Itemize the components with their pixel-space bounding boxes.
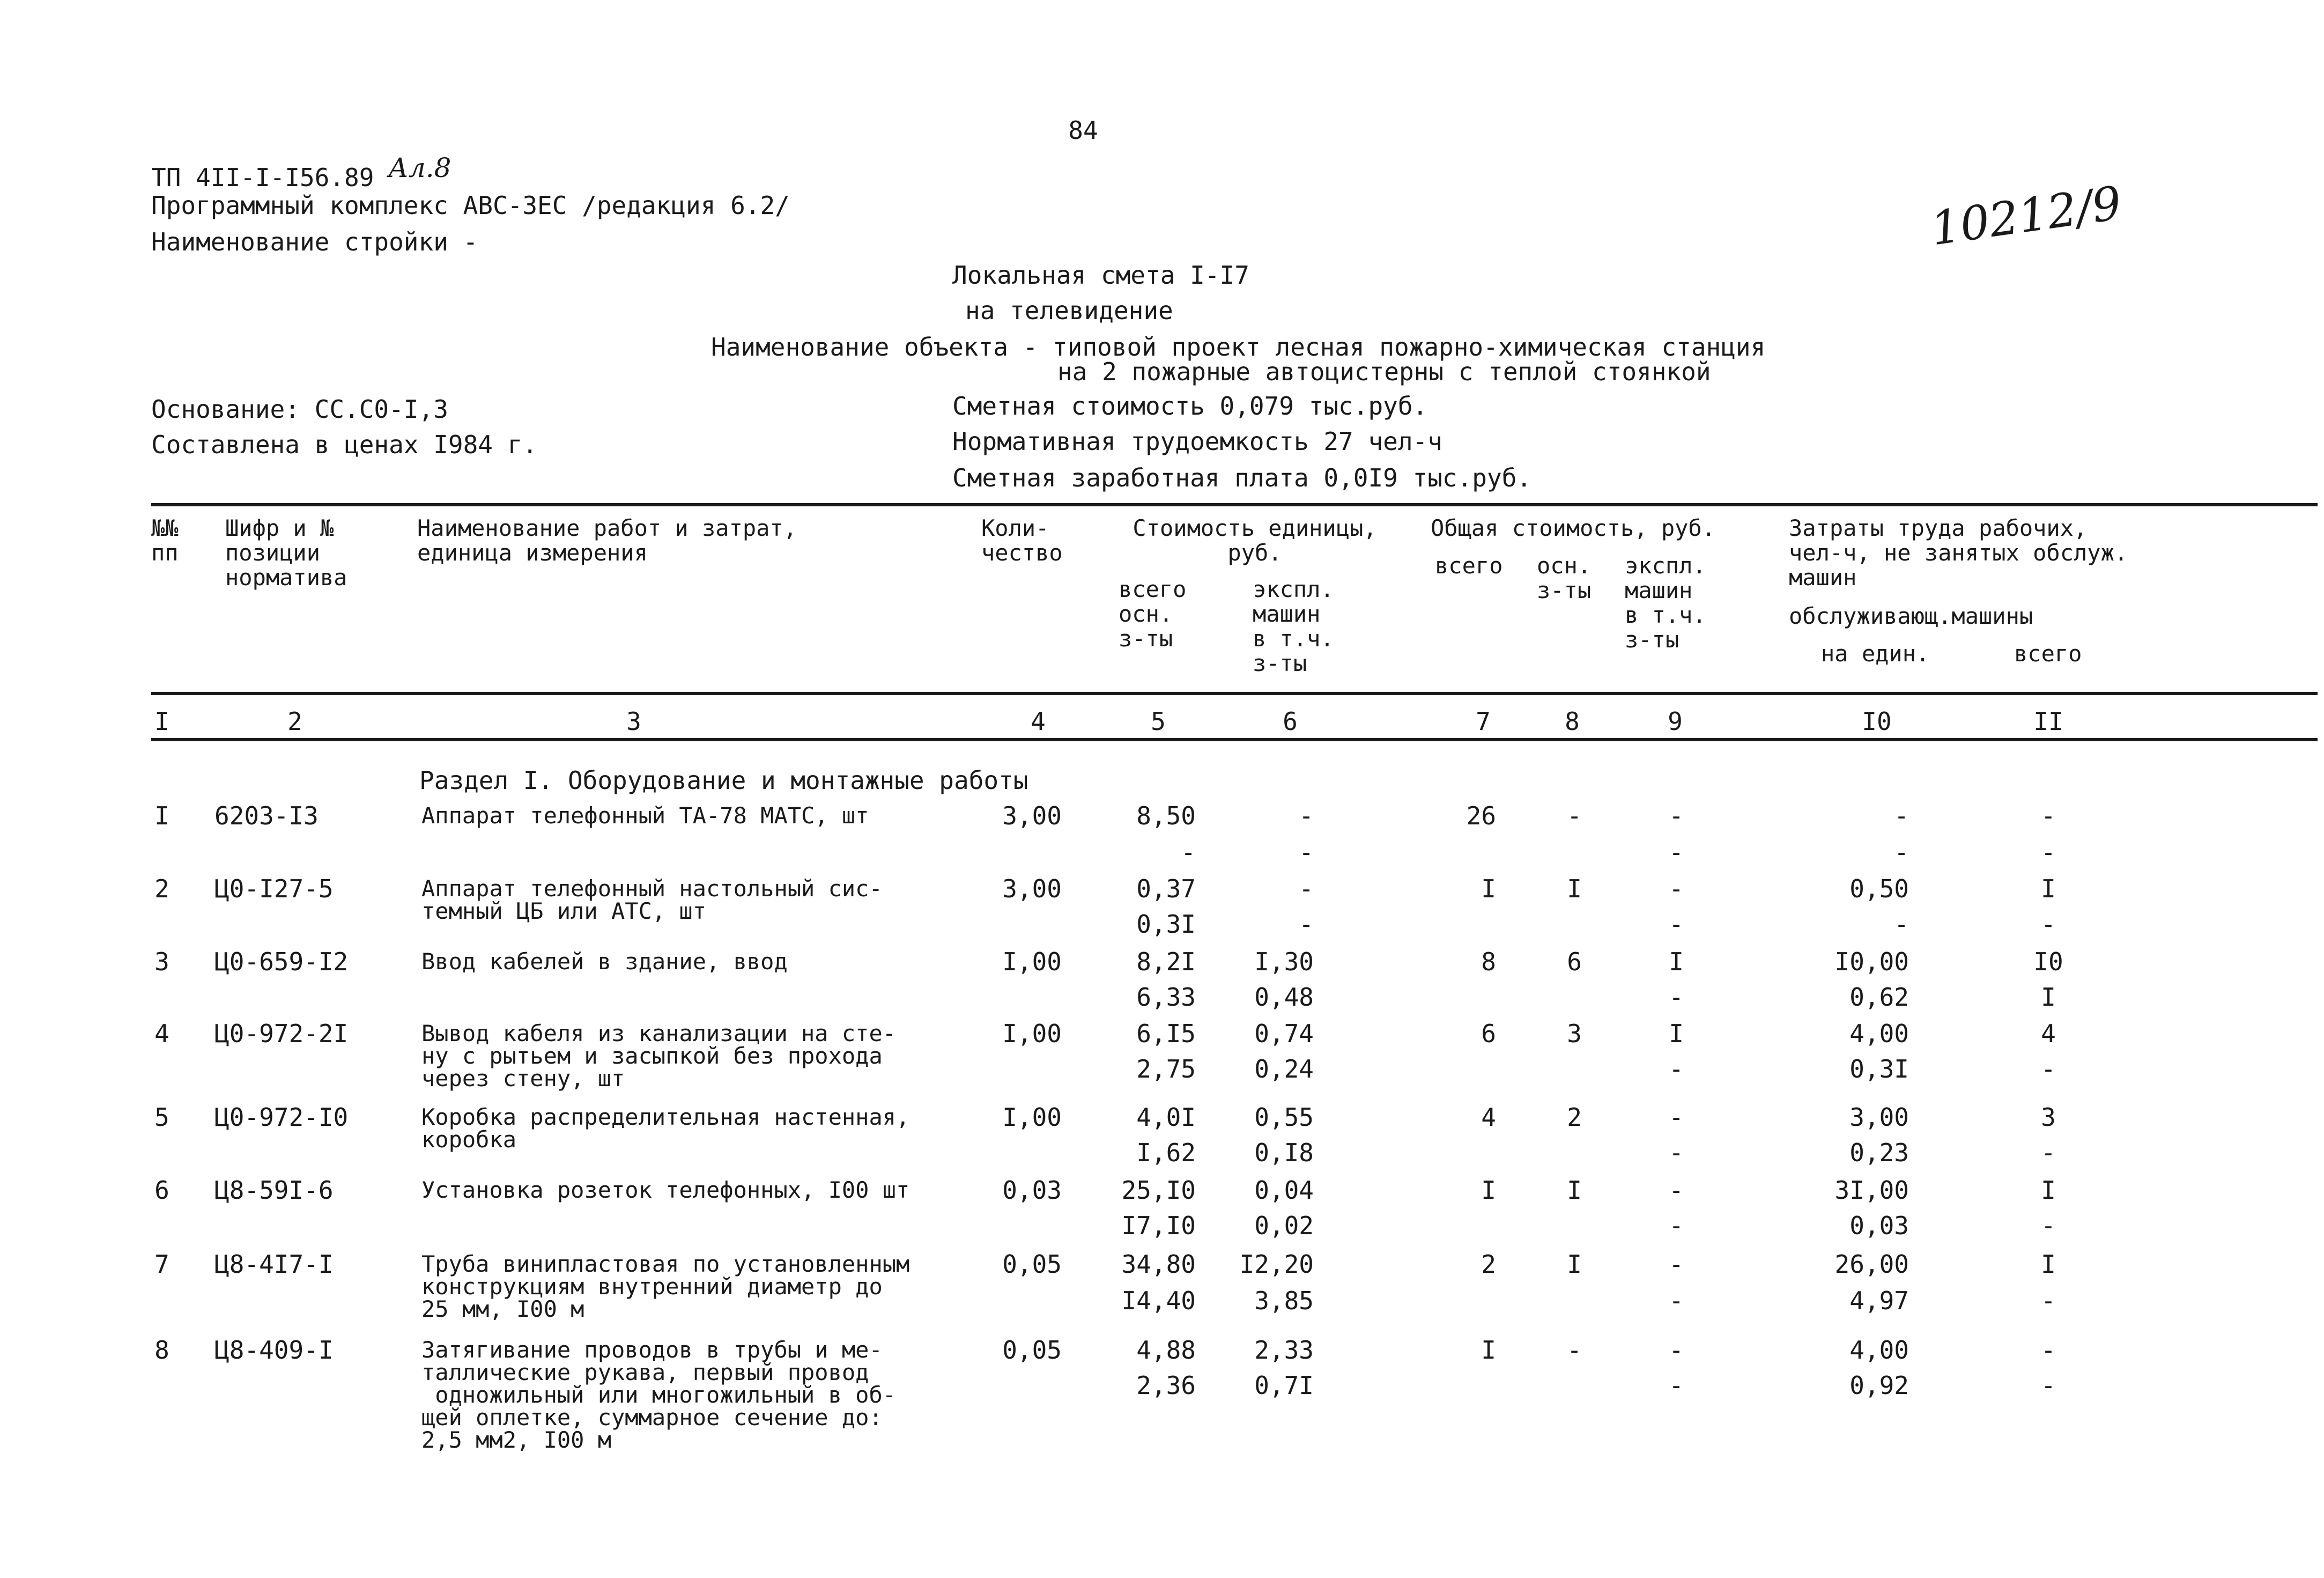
row-machines: I bbox=[1669, 947, 1684, 976]
row-qty: 3,00 bbox=[1002, 874, 1062, 903]
col-header-code: Шифр и № позиции норматива bbox=[225, 515, 347, 591]
row-unit-machine-wages: 0,7I bbox=[1254, 1371, 1314, 1400]
col-number: 4 bbox=[1031, 707, 1046, 736]
row-machine-wages: - bbox=[1669, 1371, 1684, 1400]
row-wages: - bbox=[1567, 1336, 1582, 1365]
row-unit-machines: 2,33 bbox=[1254, 1336, 1314, 1365]
row-labor-unit: 3I,00 bbox=[1834, 1176, 1909, 1205]
row-labor-service-total: I bbox=[2041, 983, 2056, 1012]
basis: Основание: СС.С0-I,3 bbox=[151, 395, 448, 424]
row-machines: - bbox=[1669, 801, 1684, 830]
col-number: 8 bbox=[1565, 707, 1580, 736]
row-code: Ц8-409-I bbox=[214, 1336, 334, 1365]
row-qty: 0,05 bbox=[1002, 1250, 1062, 1279]
row-labor-total: I0 bbox=[2033, 947, 2063, 976]
row-unit-wages: I4,40 bbox=[1121, 1286, 1196, 1315]
column-numbers-rule bbox=[151, 738, 2318, 741]
col-number: 7 bbox=[1476, 707, 1491, 736]
col-header-unit-machines: экспл. машин в т.ч. з-ты bbox=[1253, 576, 1334, 676]
section-title: Раздел I. Оборудование и монтажные работы bbox=[419, 766, 1028, 795]
row-unit-machine-wages: 0,24 bbox=[1254, 1055, 1314, 1083]
row-labor-service-total: - bbox=[2041, 838, 2056, 867]
row-unit-total: 6,I5 bbox=[1136, 1019, 1196, 1048]
col-header-name: Наименование работ и затрат, единица измерения bbox=[417, 515, 797, 566]
col-number: II bbox=[2033, 707, 2063, 736]
row-unit-machine-wages: - bbox=[1299, 838, 1314, 867]
row-unit-total: 34,80 bbox=[1121, 1250, 1196, 1279]
handwritten-doc-number: 10212/9 bbox=[1927, 176, 2125, 256]
row-unit-machines: 0,74 bbox=[1254, 1019, 1314, 1048]
price-level: Составлена в ценах I984 г. bbox=[151, 430, 538, 459]
row-unit-machine-wages: 0,48 bbox=[1254, 983, 1314, 1012]
row-labor-total: I bbox=[2041, 874, 2056, 903]
row-unit-machines: 0,55 bbox=[1254, 1103, 1314, 1132]
row-unit-machines: I,30 bbox=[1254, 947, 1314, 976]
estimated-cost: Сметная стоимость 0,079 тыс.руб. bbox=[952, 392, 1428, 421]
row-wages: 6 bbox=[1567, 947, 1582, 976]
row-labor-service-unit: - bbox=[1894, 910, 1909, 939]
row-qty: I,00 bbox=[1002, 1019, 1062, 1048]
row-total: 4 bbox=[1481, 1103, 1496, 1132]
row-name: Ввод кабелей в здание, ввод bbox=[421, 948, 788, 975]
row-number: 6 bbox=[154, 1176, 169, 1205]
row-qty: 3,00 bbox=[1002, 801, 1062, 830]
row-labor-total: I bbox=[2041, 1176, 2056, 1205]
col-header-total: всего bbox=[1435, 552, 1503, 579]
col-header-num: №№ пп bbox=[151, 515, 179, 566]
row-number: 5 bbox=[154, 1103, 169, 1132]
col-header-labor-total: всего bbox=[2014, 640, 2082, 667]
row-unit-wages: I,62 bbox=[1136, 1138, 1196, 1167]
row-machine-wages: - bbox=[1669, 983, 1684, 1012]
row-machine-wages: - bbox=[1669, 1138, 1684, 1167]
row-labor-service-unit: 0,92 bbox=[1849, 1371, 1909, 1400]
row-total: 6 bbox=[1481, 1019, 1496, 1048]
row-labor-service-total: - bbox=[2041, 910, 2056, 939]
row-number: I bbox=[154, 801, 169, 830]
row-unit-wages: 6,33 bbox=[1136, 983, 1196, 1012]
construction-name: Наименование стройки - bbox=[151, 227, 478, 256]
col-number: 2 bbox=[287, 707, 302, 736]
row-labor-service-unit: 0,03 bbox=[1849, 1211, 1909, 1240]
col-header-qty: Коли- чество bbox=[981, 515, 1063, 566]
row-number: 2 bbox=[154, 874, 169, 903]
row-machines: I bbox=[1669, 1019, 1684, 1048]
row-machine-wages: - bbox=[1669, 1055, 1684, 1083]
row-wages: I bbox=[1567, 874, 1582, 903]
row-labor-total: 4 bbox=[2041, 1019, 2056, 1048]
row-code: Ц8-4I7-I bbox=[214, 1250, 334, 1279]
col-header-unit-total: всего осн. з-ты bbox=[1119, 576, 1187, 652]
row-labor-total: 3 bbox=[2041, 1103, 2056, 1132]
object-name-cont: на 2 пожарные автоцистерны с теплой стоянкой bbox=[1057, 357, 1711, 386]
row-number: 4 bbox=[154, 1019, 169, 1048]
row-unit-wages: I7,I0 bbox=[1121, 1211, 1196, 1240]
row-labor-service-unit: - bbox=[1894, 838, 1909, 867]
row-qty: 0,03 bbox=[1002, 1176, 1062, 1205]
row-labor-unit: 3,00 bbox=[1849, 1103, 1909, 1132]
col-header-per-unit: на един. bbox=[1821, 640, 1930, 667]
row-number: 8 bbox=[154, 1336, 169, 1365]
program-line: Программный комплекс АВС-3ЕС /редакция 6.2/ bbox=[151, 191, 790, 220]
col-header-labor-service: обслуживающ.машины bbox=[1789, 603, 2033, 629]
row-labor-unit: 4,00 bbox=[1849, 1019, 1909, 1048]
row-unit-total: 0,37 bbox=[1136, 874, 1196, 903]
row-qty: I,00 bbox=[1002, 1103, 1062, 1132]
row-machines: - bbox=[1669, 1336, 1684, 1365]
row-machines: - bbox=[1669, 1103, 1684, 1132]
row-labor-service-unit: 4,97 bbox=[1849, 1286, 1909, 1315]
col-number: 5 bbox=[1151, 707, 1166, 736]
row-qty: 0,05 bbox=[1002, 1336, 1062, 1365]
row-name: Труба винипластовая по установленным конструкциям внутренний диаметр до 25 мм, I00 м bbox=[421, 1251, 910, 1322]
col-header-total-cost: Общая стоимость, руб. bbox=[1431, 515, 1716, 541]
row-labor-unit: I0,00 bbox=[1834, 947, 1909, 976]
row-machines: - bbox=[1669, 1176, 1684, 1205]
row-total: I bbox=[1481, 1176, 1496, 1205]
row-unit-machines: - bbox=[1299, 801, 1314, 830]
row-wages: I bbox=[1567, 1176, 1582, 1205]
row-total: 8 bbox=[1481, 947, 1496, 976]
row-wages: 3 bbox=[1567, 1019, 1582, 1048]
col-number: 3 bbox=[626, 707, 641, 736]
row-unit-machines: - bbox=[1299, 874, 1314, 903]
row-code: Ц8-59I-6 bbox=[214, 1176, 334, 1205]
row-name: Аппарат телефонный настольный сис- темный ЦБ или АТС, шт bbox=[421, 875, 883, 924]
row-labor-unit: 4,00 bbox=[1849, 1336, 1909, 1365]
row-machines: - bbox=[1669, 1250, 1684, 1279]
table-top-rule bbox=[151, 503, 2318, 506]
col-number: 6 bbox=[1283, 707, 1298, 736]
row-total: I bbox=[1481, 1336, 1496, 1365]
row-wages: - bbox=[1567, 801, 1582, 830]
row-labor-total: I bbox=[2041, 1250, 2056, 1279]
estimate-subject: на телевидение bbox=[965, 296, 1173, 325]
row-machine-wages: - bbox=[1669, 1211, 1684, 1240]
row-code: Ц0-972-2I bbox=[214, 1019, 349, 1048]
col-header-wages: осн. з-ты bbox=[1537, 552, 1592, 603]
row-name: Аппарат телефонный ТА-78 МАТС, шт bbox=[421, 802, 869, 829]
col-number: I bbox=[154, 707, 169, 736]
row-total: I bbox=[1481, 874, 1496, 903]
row-unit-machine-wages: - bbox=[1299, 910, 1314, 939]
row-machine-wages: - bbox=[1669, 910, 1684, 939]
row-number: 3 bbox=[154, 947, 169, 976]
row-code: 6203-I3 bbox=[214, 801, 319, 830]
project-code: ТП 4II-I-I56.89 bbox=[151, 163, 374, 192]
col-header-labor: Затраты труда рабочих, чел-ч, не занятых обслуж. машин bbox=[1789, 515, 2128, 591]
object-name: Наименование объекта - типовой проект лесная пожарно-химическая станция bbox=[711, 333, 1766, 362]
row-labor-service-total: - bbox=[2041, 1138, 2056, 1167]
row-labor-unit: 26,00 bbox=[1834, 1250, 1909, 1279]
row-machine-wages: - bbox=[1669, 1286, 1684, 1315]
row-labor-service-total: - bbox=[2041, 1286, 2056, 1315]
col-header-unit-cost: Стоимость единицы, руб. bbox=[1133, 515, 1377, 566]
row-labor-unit: - bbox=[1894, 801, 1909, 830]
col-number: I0 bbox=[1862, 707, 1892, 736]
row-machine-wages: - bbox=[1669, 838, 1684, 867]
row-labor-service-total: - bbox=[2041, 1211, 2056, 1240]
row-labor-service-unit: 0,62 bbox=[1849, 983, 1909, 1012]
row-code: Ц0-659-I2 bbox=[214, 947, 349, 976]
row-unit-wages: 2,75 bbox=[1136, 1055, 1196, 1083]
row-name: Установка розеток телефонных, I00 шт bbox=[421, 1177, 910, 1203]
handwritten-album-note: Ал.8 bbox=[388, 152, 452, 183]
row-labor-total: - bbox=[2041, 801, 2056, 830]
row-labor-total: - bbox=[2041, 1336, 2056, 1365]
row-unit-total: 8,50 bbox=[1136, 801, 1196, 830]
row-unit-wages: 2,36 bbox=[1136, 1371, 1196, 1400]
row-code: Ц0-972-I0 bbox=[214, 1103, 349, 1132]
row-wages: 2 bbox=[1567, 1103, 1582, 1132]
row-unit-machines: 0,04 bbox=[1254, 1176, 1314, 1205]
row-qty: I,00 bbox=[1002, 947, 1062, 976]
row-labor-service-unit: 0,3I bbox=[1849, 1055, 1909, 1083]
estimate-title: Локальная смета I-I7 bbox=[952, 261, 1249, 290]
labor-intensity: Нормативная трудоемкость 27 чел-ч bbox=[952, 427, 1442, 456]
row-total: 2 bbox=[1481, 1250, 1496, 1279]
page-number: 84 bbox=[1068, 116, 1098, 145]
row-name: Коробка распределительная настенная, коробка bbox=[421, 1104, 910, 1153]
col-number: 9 bbox=[1668, 707, 1683, 736]
row-wages: I bbox=[1567, 1250, 1582, 1279]
row-unit-total: 25,I0 bbox=[1121, 1176, 1196, 1205]
row-unit-wages: 0,3I bbox=[1136, 910, 1196, 939]
header-bottom-rule bbox=[151, 692, 2318, 695]
row-code: Ц0-I27-5 bbox=[214, 874, 334, 903]
row-unit-total: 8,2I bbox=[1136, 947, 1196, 976]
row-name: Вывод кабеля из канализации на сте- ну с рытьем и засыпкой без прохода через стену, шт bbox=[421, 1020, 897, 1092]
estimated-wage: Сметная заработная плата 0,0I9 тыс.руб. bbox=[952, 463, 1532, 492]
row-labor-service-total: - bbox=[2041, 1055, 2056, 1083]
row-unit-wages: - bbox=[1181, 838, 1196, 867]
row-machines: - bbox=[1669, 874, 1684, 903]
row-name: Затягивание проводов в трубы и ме- таллические рукава, первый провод одножильный или многожильный в об- щей оплетке, суммарное сечение до: 2,5 мм2, I00 м bbox=[421, 1337, 897, 1453]
row-unit-machine-wages: 0,02 bbox=[1254, 1211, 1314, 1240]
row-labor-service-total: - bbox=[2041, 1371, 2056, 1400]
row-unit-machine-wages: 3,85 bbox=[1254, 1286, 1314, 1315]
row-unit-machine-wages: 0,I8 bbox=[1254, 1138, 1314, 1167]
row-labor-unit: 0,50 bbox=[1849, 874, 1909, 903]
row-unit-total: 4,88 bbox=[1136, 1336, 1196, 1365]
row-labor-service-unit: 0,23 bbox=[1849, 1138, 1909, 1167]
row-total: 26 bbox=[1466, 801, 1496, 830]
row-unit-machines: I2,20 bbox=[1239, 1250, 1314, 1279]
row-number: 7 bbox=[154, 1250, 169, 1279]
row-unit-total: 4,0I bbox=[1136, 1103, 1196, 1132]
col-header-machines: экспл. машин в т.ч. з-ты bbox=[1625, 552, 1706, 653]
